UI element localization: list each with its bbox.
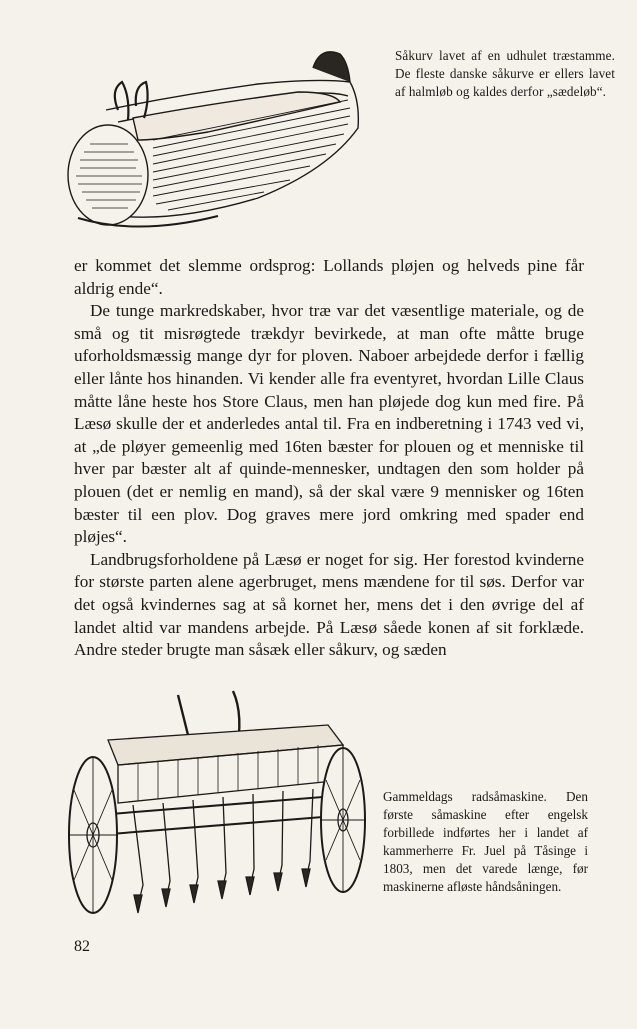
page-number: 82 bbox=[74, 938, 90, 955]
body-text bbox=[74, 255, 584, 662]
paragraph: De tunge markredskaber, hvor træ var det væsentlige materiale, og de små og tit misrøgtede trækdyr bevirkede, at man ofte måtte bruge uforholdsmæssig mange dyr for ploven. Naboer arbejdede derfor i fællig eller lånte hos hinanden. Vi kender alle fra eventyret, hvordan Lille Claus måtte låne heste hos Store Claus, men han pløjede dog kun med fire. På Læsø skulle der et anderledes antal til. Fra en indberetning i 1743 ved vi, at „de pløyer gemeenlig med 16ten bæster for plouen og et menniske til hver par bæster alt af quinde-mennesker, undtagen den som holder på plouen (det er nemlig en mand), så der skal være 9 mennisker og 16ten bæster til een plov. Dog graves mere jord omkring med spader end pløjes“. bbox=[74, 301, 584, 547]
paragraph: Landbrugsforholdene på Læsø er noget for sig. Her forestod kvinderne for største parten alene agerbruget, mens mændene for til søs. Derfor var det også kvindernes sag at så kornet her, mens det i den øvrige del af landet altid var mandens arbejde. På Læsø såede konen af sit forklæde. Andre steder brugte man såsæk eller såkurv, og sæden bbox=[74, 549, 584, 660]
figure-caption-bottom: Gammeldags radsåmaskine. Den første såmaskine efter engelsk forbillede indførtes her i landet af kammerherre Fr. Juel på Tåsinge i 1803, men det varede længe, før maskinerne afløste håndsåningen. bbox=[383, 789, 588, 894]
seed-drill-illustration bbox=[58, 685, 378, 935]
figure-caption-top: Såkurv lavet af en udhulet træstamme. De fleste danske såkurve er ellers lavet af halmløb og kaldes derfor „sædeløb“. bbox=[395, 48, 615, 99]
paragraph: er kommet det slemme ordsprog: Lollands pløjen og helveds pine får aldrig ende“. bbox=[74, 256, 584, 298]
seed-trough-illustration bbox=[58, 40, 378, 240]
